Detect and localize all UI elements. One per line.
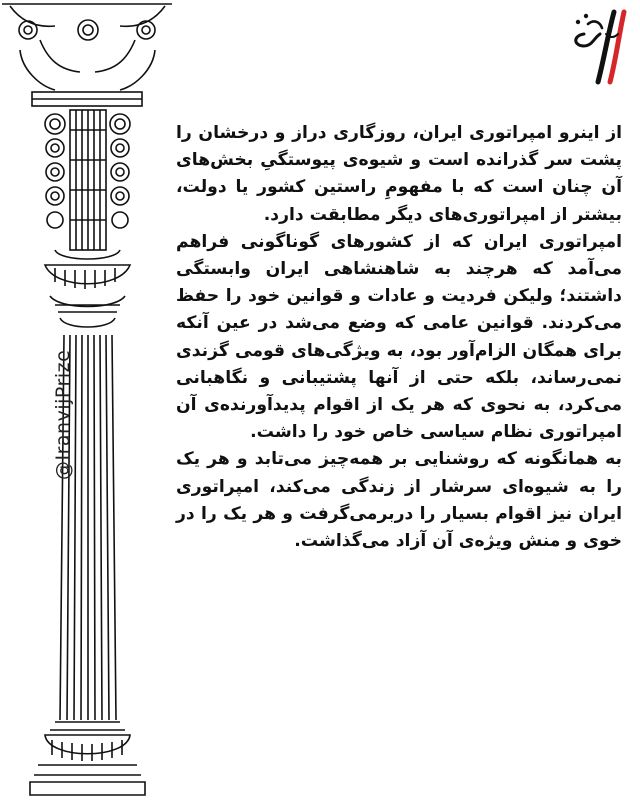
paragraph-2: امپراتوری ایران که از کشورهای گوناگونی فراهم می‌آمد که هرچند به شاهنشاهی ایران وابستگی داشتند؛ ولیکن فردیت و عادات و قوانین خود را حفظ می‌کردند. قوانین عامی که وضع می‌شد در عین آنکه برای همگان الزام‌آور بود، به ویژگی‌های قومی گزندی نمی‌رساند، بلکه حتی از آنها پشتیبانی و نگاهبانی می‌کرد، به نحوی که هر یک از اقوام پدیدآورنده‌ی آن امپراتوری نظام سیاسی خاص خود را داشت. xyxy=(176,231,622,443)
article-text xyxy=(176,120,622,555)
paragraph-3: به همانگونه که روشنایی بر همه‌چیز می‌تابد و هر یک را به شیوه‌ای سرشار از زندگی می‌کند، امپراتوری ایران نیز اقوام بسیار را دربرمی‌گرفت و هر یک را در خوی و منش ویژه‌ی آن آزاد می‌گذاشت. xyxy=(176,449,622,552)
watermark-handle: @IranvijPrize xyxy=(52,349,74,480)
persepolis-column-illustration xyxy=(0,0,175,800)
paragraph-1: از اینرو امپراتوری ایران، روزگاری دراز و درخشان را پشت سر گذرانده است و شیوه‌ی پیوستگیِ بخش‌های آن چنان است که با مفهومِ راستین کشور یا دولت، بیشتر از امپراتوری‌های دیگر مطابقت دارد. xyxy=(176,123,622,225)
brand-logo xyxy=(564,4,634,86)
